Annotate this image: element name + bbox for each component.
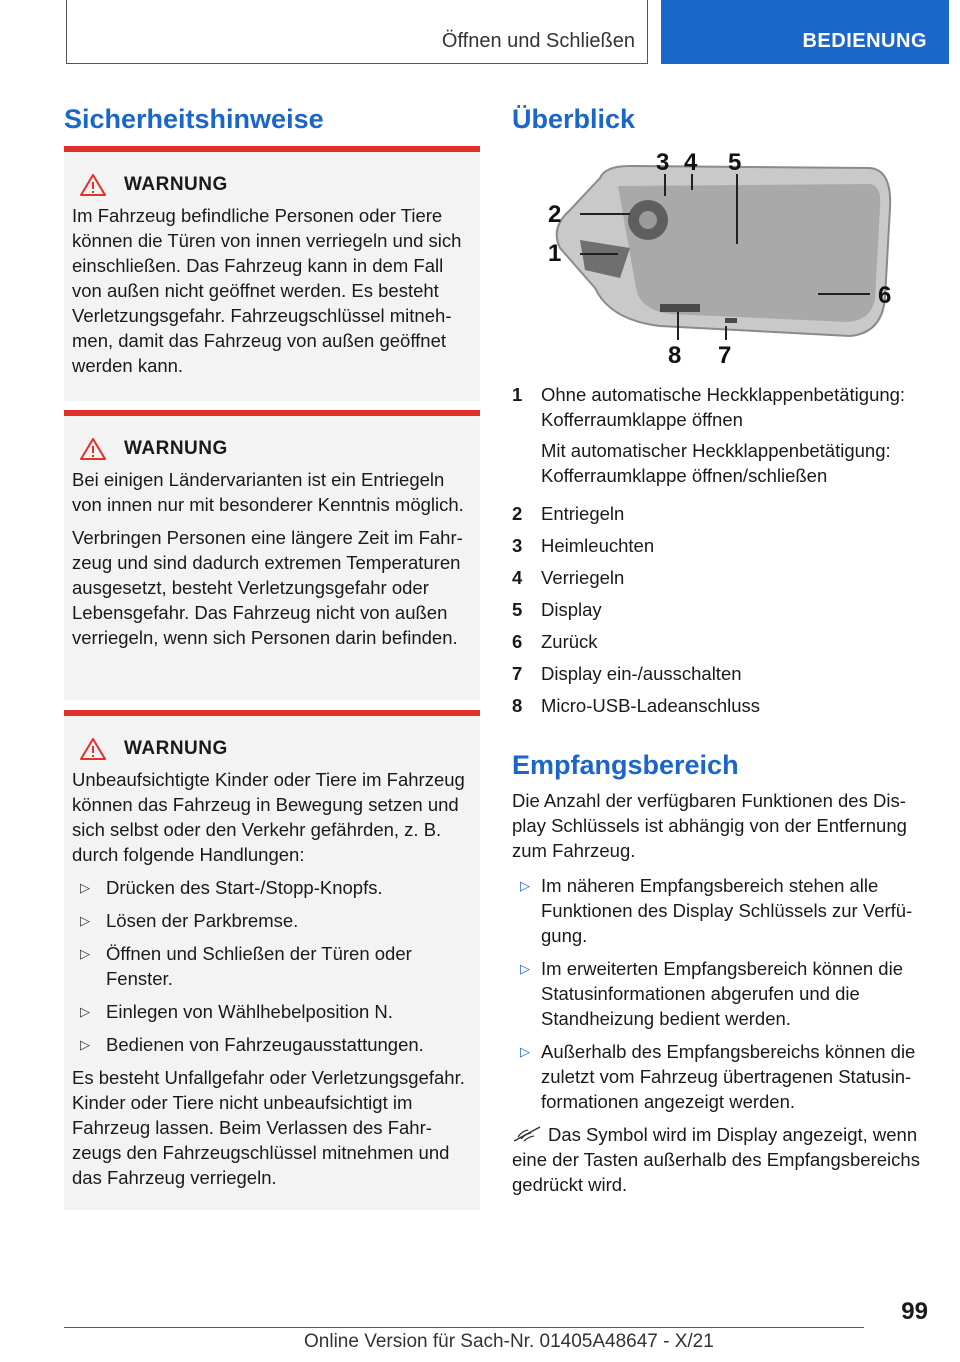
list-item-text: Einlegen von Wählhebelposition N.	[106, 1001, 393, 1022]
list-item-text: Im näheren Empfangsbereich stehen alle Funktionen des Display Schlüssels zur Verfügung.	[541, 875, 913, 946]
bullet-triangle-icon: ▷	[520, 878, 530, 893]
key-button-center	[639, 211, 657, 229]
legend-item	[512, 661, 932, 686]
range-list	[512, 873, 932, 1114]
legend-item	[512, 533, 932, 558]
bullet-triangle-icon: ▷	[520, 961, 530, 976]
warning-text: Verbringen Personen eine längere Zeit im Fahrzeug und sind dadurch extremen Temperaturen ausgesetzt, besteht Verletzungsgefahr oder Lebensgefahr. Das Fahrzeug nicht von außen verriegeln, wenn sich Personen darin befinden.	[72, 527, 463, 648]
legend-text: Entriegeln	[541, 503, 625, 524]
legend-item	[512, 501, 932, 526]
warning-triangle-icon	[80, 738, 106, 760]
bullet-triangle-icon: ▷	[520, 1044, 530, 1059]
bullet-triangle-icon: ▷	[80, 913, 90, 928]
header-section-box	[66, 0, 648, 64]
list-item-text: Öffnen und Schließen der Türen oder Fenster.	[106, 943, 412, 989]
footer-version-text: Online Version für Sach-Nr. 01405A48647 - X/21	[304, 1331, 714, 1352]
legend-item	[512, 597, 932, 622]
out-of-range-signal-icon	[512, 1125, 542, 1143]
legend-number: 7	[512, 663, 523, 684]
callout-number: 2	[548, 201, 562, 228]
legend-number: 6	[512, 631, 523, 652]
list-item	[72, 1032, 472, 1057]
header-chapter-tab	[661, 0, 949, 64]
callout-number: 8	[668, 342, 682, 369]
heading-sicherheitshinweise: Sicherheitshinweise	[64, 104, 324, 134]
list-item-text: Bedienen von Fahrzeugausstattungen.	[106, 1034, 424, 1055]
callout-number: 6	[878, 282, 892, 309]
warning-box-3	[64, 710, 480, 1210]
legend-number: 4	[512, 567, 523, 588]
legend-text: Display ein-/ausschalten	[541, 663, 742, 684]
warning-box-1	[64, 146, 480, 401]
range-section	[512, 788, 932, 1197]
warning-action-list	[72, 875, 472, 1057]
key-usb-port	[660, 304, 700, 312]
overview-legend-list	[512, 382, 932, 725]
legend-number: 8	[512, 695, 523, 716]
legend-text: Ohne automatische Heckklappenbetätigung: Kofferraumklappe öffnen	[541, 384, 906, 430]
heading-empfangsbereich: Empfangsbereich	[512, 750, 739, 780]
list-item-text: Außerhalb des Empfangsbereichs können die zuletzt vom Fahrzeug übertragenen Statusinformationen angezeigt werden.	[541, 1041, 916, 1112]
callout-number: 4	[684, 149, 698, 176]
legend-text: Micro-USB-Ladeanschluss	[541, 695, 761, 716]
callout-number: 5	[728, 149, 742, 176]
list-item-text: Drücken des Start-/Stopp-Knopfs.	[106, 877, 383, 898]
list-item	[512, 873, 932, 948]
legend-item	[512, 693, 932, 718]
key-display-switch	[725, 318, 737, 323]
list-item	[72, 875, 472, 900]
heading-ueberblick: Überblick	[512, 104, 636, 134]
warning-triangle-icon	[80, 174, 106, 196]
list-item	[72, 999, 472, 1024]
callout-number: 7	[718, 342, 732, 369]
legend-number: 3	[512, 535, 523, 556]
symbol-note-text: Das Symbol wird im Display angezeigt, wenn eine der Tasten außerhalb des Empfangsbereichs gedrückt wird.	[512, 1124, 920, 1195]
symbol-note	[512, 1122, 932, 1197]
legend-text: Mit automatischer Heckklappenbetätigung: Kofferraumklappe öffnen/schließen	[541, 440, 891, 486]
footer-divider	[64, 1327, 864, 1328]
bullet-triangle-icon: ▷	[80, 880, 90, 895]
legend-item	[512, 629, 932, 654]
legend-number: 5	[512, 599, 523, 620]
list-item-text: Lösen der Parkbremse.	[106, 910, 299, 931]
legend-item	[512, 565, 932, 590]
header-section-title: Öffnen und Schließen	[441, 30, 635, 52]
warning-label: WARNUNG	[124, 738, 228, 759]
warning-outro: Es besteht Unfallgefahr oder Verletzungsgefahr. Kinder oder Tiere nicht unbeaufsichtigt im Fahrzeug lassen. Beim Verlassen des Fahrzeugs den Fahrzeugschlüssel mitnehmen und das Fahrzeug verriegeln.	[72, 1067, 465, 1188]
warning-text: Bei einigen Ländervarianten ist ein Entriegeln von innen nur mit besonderer Kenntnis möglich.	[72, 469, 464, 515]
bullet-triangle-icon: ▷	[80, 946, 90, 961]
legend-number: 1	[512, 384, 523, 405]
bullet-triangle-icon: ▷	[80, 1004, 90, 1019]
list-item	[72, 908, 472, 933]
list-item	[72, 941, 472, 991]
list-item	[512, 1039, 932, 1114]
warning-label: WARNUNG	[124, 438, 228, 459]
legend-item	[512, 382, 932, 494]
callout-number: 1	[548, 240, 562, 267]
legend-text: Verriegeln	[541, 567, 625, 588]
legend-number: 2	[512, 503, 523, 524]
bullet-triangle-icon: ▷	[80, 1037, 90, 1052]
legend-text: Display	[541, 599, 602, 620]
legend-text: Zurück	[541, 631, 598, 652]
warning-box-2	[64, 410, 480, 700]
list-item-text: Im erweiterten Empfangsbereich können die Statusinformationen abgerufen und die Standheizung bedient werden.	[541, 958, 903, 1029]
callout-number: 3	[656, 149, 670, 176]
list-item	[512, 956, 932, 1031]
range-intro: Die Anzahl der verfügbaren Funktionen des Display Schlüssels ist abhängig von der Entfernung zum Fahrzeug.	[512, 790, 907, 861]
warning-text: Im Fahrzeug befindliche Personen oder Tiere können die Türen von innen verriegeln und sich einschließen. Das Fahrzeug kann in dem Fall von außen nicht geöffnet werden. Es besteht Verletzungsgefahr. Fahrzeugschlüssel mitnehmen, damit das Fahrzeug von außen geöffnet werden kann.	[72, 205, 462, 376]
display-key-figure	[540, 148, 910, 370]
page-number: 99	[901, 1298, 928, 1325]
warning-intro: Unbeaufsichtigte Kinder oder Tiere im Fahrzeug können das Fahrzeug in Bewegung setzen und sich selbst oder den Verkehr gefährden, z. B. durch folgende Handlungen:	[72, 769, 465, 865]
warning-label: WARNUNG	[124, 174, 228, 195]
warning-triangle-icon	[80, 438, 106, 460]
header-chapter-title: BEDIENUNG	[802, 30, 927, 52]
legend-text: Heimleuchten	[541, 535, 655, 556]
